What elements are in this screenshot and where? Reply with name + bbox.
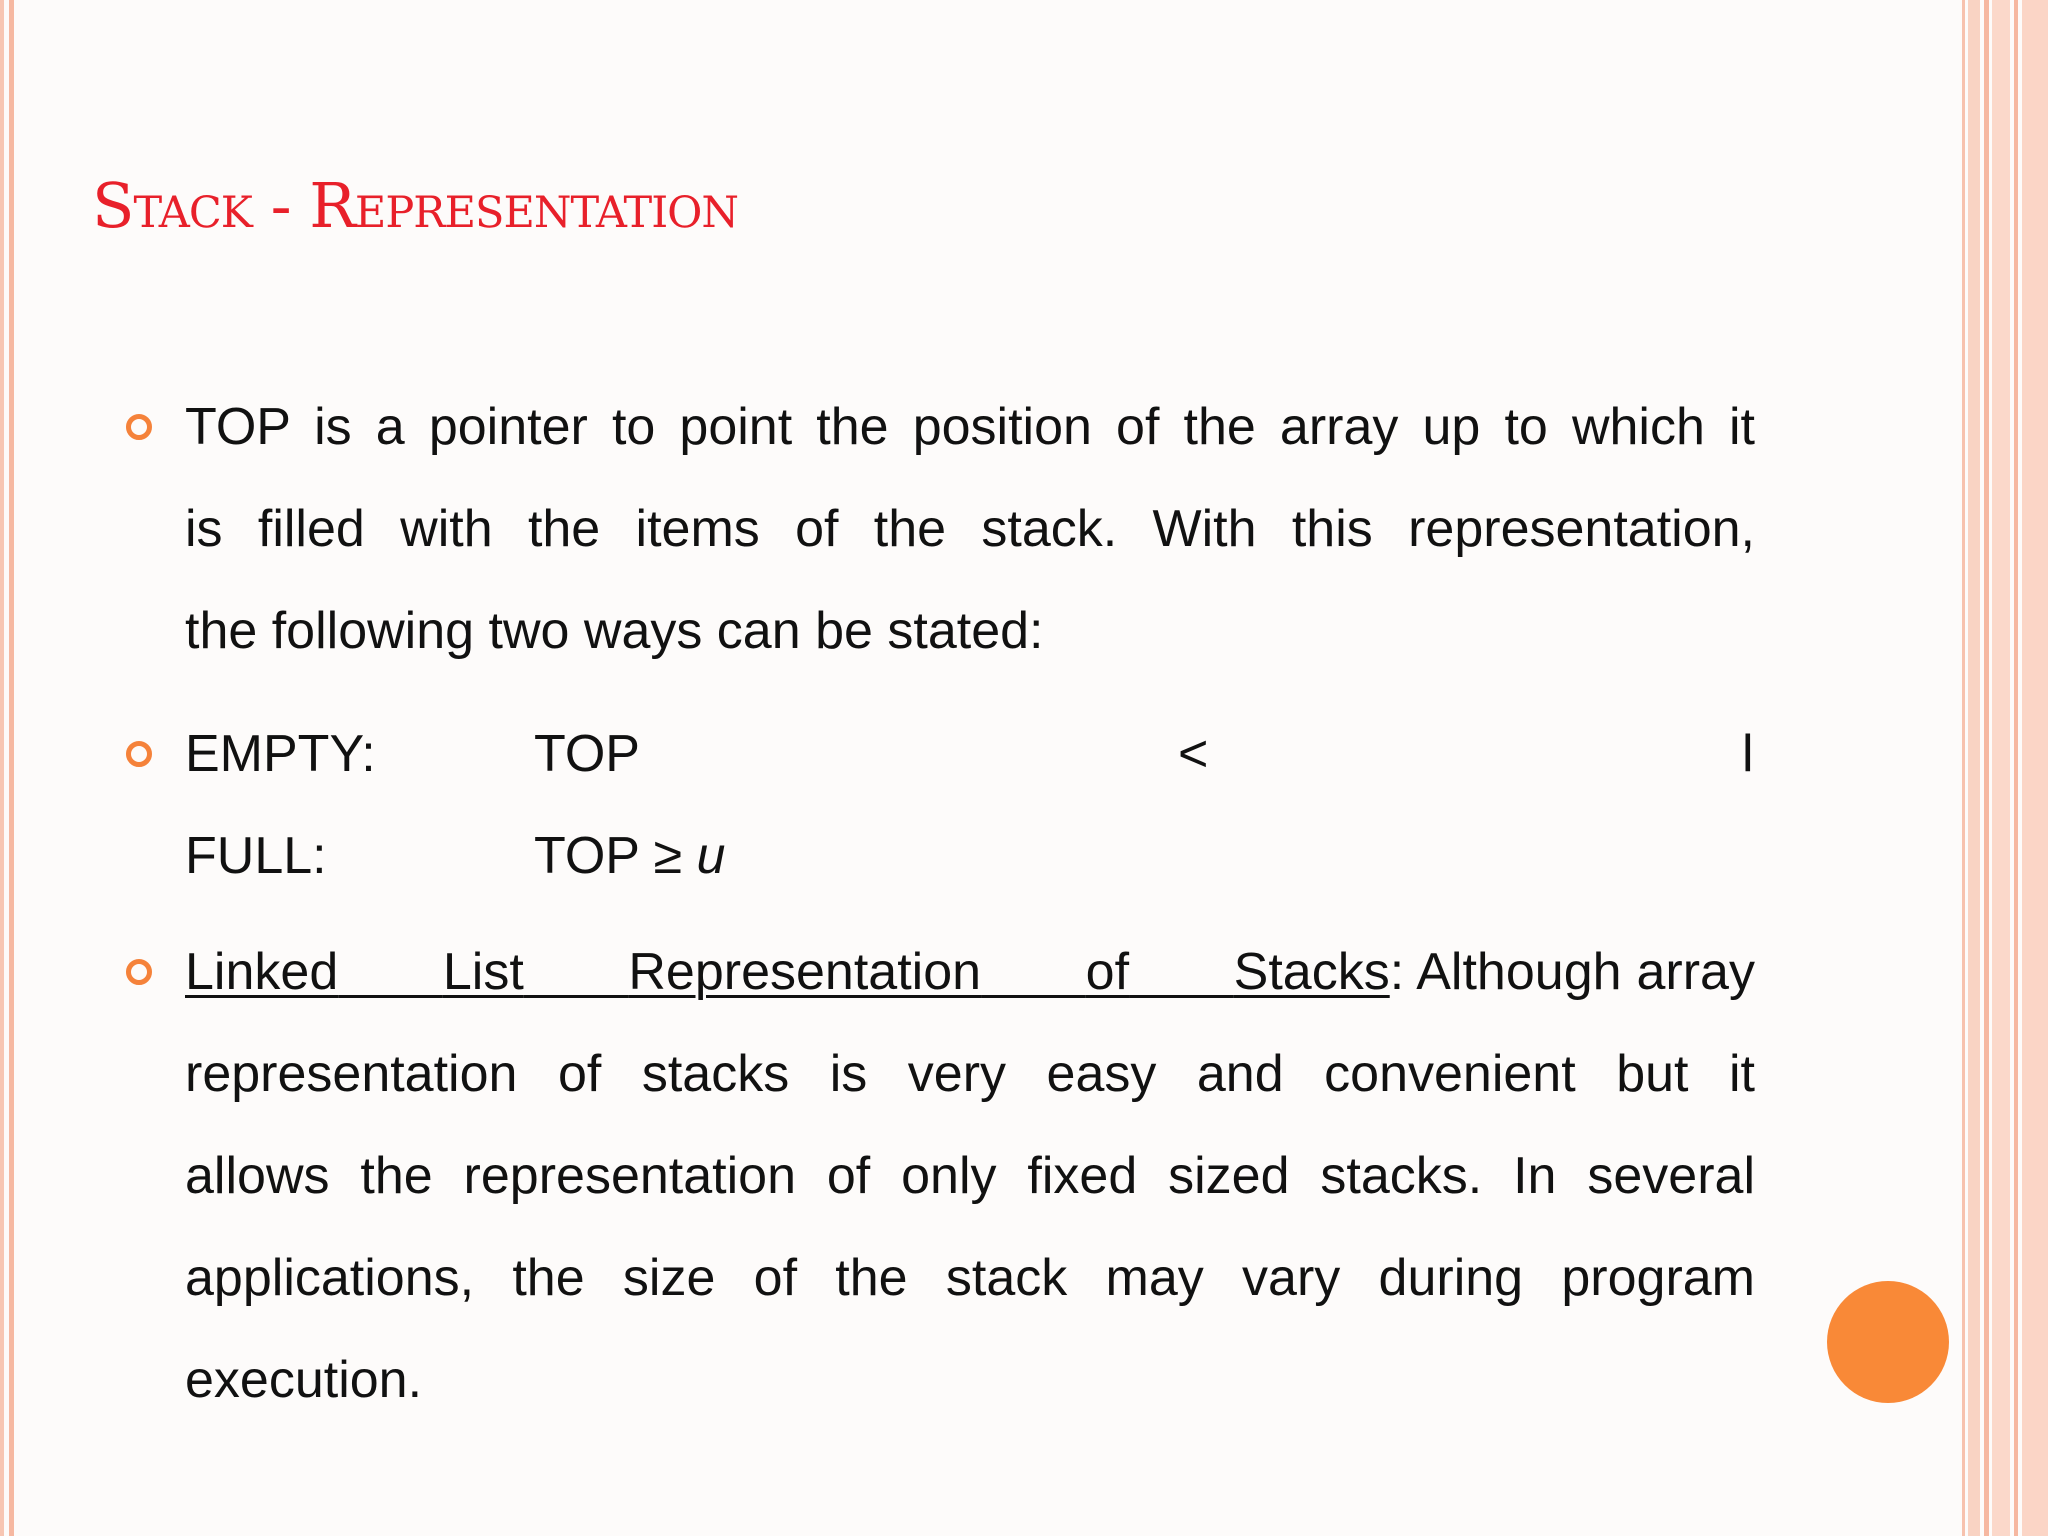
bullet-paragraph-top-pointer [185, 376, 1755, 682]
decorative-orange-circle [1827, 1281, 1949, 1403]
text-line: TOP is a pointer to point the position of the array up to which it [185, 398, 1755, 456]
text-line: applications, the size of the stack may vary during program [185, 1249, 1755, 1307]
empty-rhs: l [1742, 725, 1754, 783]
right-border-band [1968, 0, 1980, 1536]
full-expression [534, 805, 725, 907]
text-line: the following two ways can be stated: [185, 602, 1044, 660]
full-condition-row [185, 805, 1755, 907]
heading-word: of [1085, 943, 1130, 1001]
right-border-band [1992, 0, 2010, 1536]
bullet-paragraph-linked-list [185, 921, 1755, 1431]
text-word: Although [1416, 943, 1622, 1001]
heading-word: List [442, 943, 524, 1001]
heading-word: Stacks [1233, 943, 1390, 1001]
text-line: is filled with the items of the stack. With this representation, [185, 500, 1755, 558]
linked-list-heading [185, 943, 1390, 1001]
text-line: representation of stacks is very easy and convenient but it [185, 1045, 1755, 1103]
full-expression-top: TOP ≥ [534, 827, 697, 885]
right-border-line [2014, 0, 2018, 1536]
heading-colon: : [1389, 943, 1405, 1001]
text-word: array [1636, 943, 1755, 1001]
heading-word: Representation [628, 943, 982, 1001]
right-border-line [1962, 0, 1965, 1536]
text-line: execution. [185, 1351, 423, 1409]
empty-operator: < [1178, 725, 1209, 783]
empty-top: TOP [534, 725, 640, 783]
text-line [185, 921, 1755, 1023]
right-border-band [2022, 0, 2048, 1536]
full-expression-var: u [696, 827, 726, 885]
empty-condition-row [185, 703, 1755, 805]
left-border-outer [0, 0, 4, 1536]
bullet-ring-icon [126, 414, 152, 440]
bullet-ring-icon [126, 741, 152, 767]
left-border-inner [9, 0, 14, 1536]
text-line: allows the representation of only fixed sized stacks. In several [185, 1147, 1755, 1205]
empty-label: EMPTY: [185, 725, 376, 783]
full-label: FULL: [185, 827, 327, 885]
bullet-ring-icon [126, 959, 152, 985]
right-border-line [1984, 0, 1989, 1536]
heading-word: Linked [185, 943, 339, 1001]
slide-title: Stack - Representation [92, 169, 739, 242]
